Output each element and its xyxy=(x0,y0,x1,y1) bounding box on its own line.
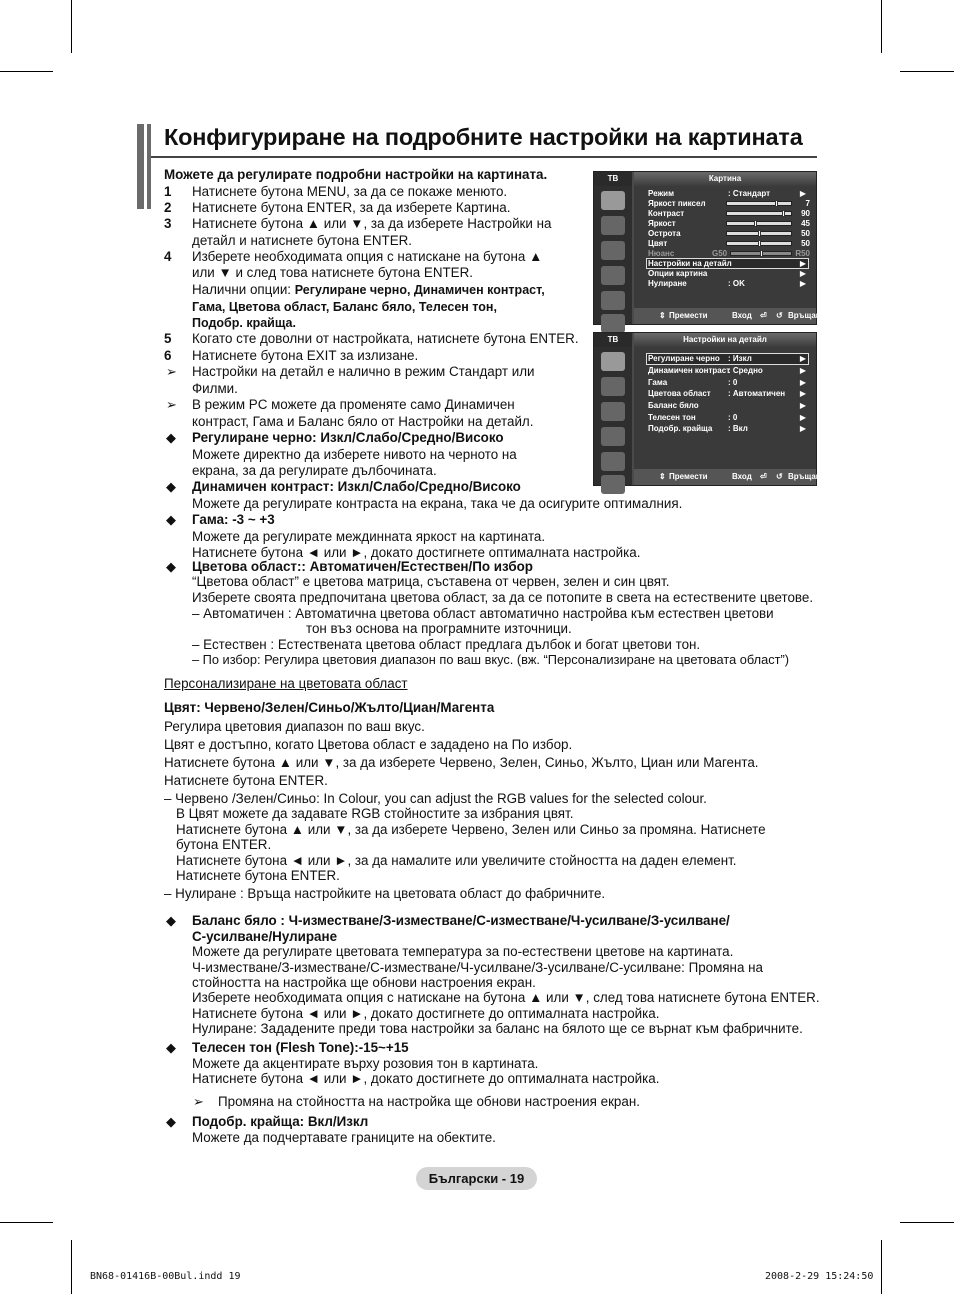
tv-slider-value: G50 xyxy=(712,249,728,258)
section-text: Цвят: Червено/Зелен/Синьо/Жълто/Циан/Магента xyxy=(164,700,495,715)
bullet-text: екрана, за да регулирате дълбочината. xyxy=(192,463,437,478)
tv-menu-row: Яркост пиксел xyxy=(648,199,706,208)
tv-menu-row: Настройки на детайл xyxy=(648,259,732,268)
tv-slider-knob xyxy=(782,210,785,217)
step-text: или ▼ и след това натиснете бутона ENTER. xyxy=(192,265,473,280)
bullet-text: Можете да подчертавате границите на обектите. xyxy=(192,1130,496,1145)
step-text: Натиснете бутона MENU, за да се покаже менюто. xyxy=(192,184,508,199)
note-text: Филми. xyxy=(192,381,238,396)
back-icon: ↺ xyxy=(776,311,783,320)
bullet-heading: Баланс бяло : Ч-изместване/З-изместване/С-изместване/Ч-усилване/З-усилване/ xyxy=(192,913,730,928)
application-icon xyxy=(601,314,625,333)
tv-slider xyxy=(730,251,792,256)
section-heading: Персонализиране на цветовата област xyxy=(164,676,408,691)
tv-tab-label: ТВ xyxy=(594,333,632,347)
arrow-right-icon: ▶ xyxy=(799,259,806,268)
bullet-heading: Подобр. крайща: Вкл/Изкл xyxy=(192,1114,369,1129)
arrow-right-icon: ▶ xyxy=(799,189,806,198)
input-icon xyxy=(601,452,625,471)
channel-icon xyxy=(601,402,625,421)
tv-slider-knob xyxy=(760,250,763,257)
tv-slider xyxy=(726,201,792,206)
step-number: 6 xyxy=(164,348,172,363)
print-footer-file: BN68-01416B-00Bul.indd 19 xyxy=(90,1271,241,1282)
tv-slider-knob xyxy=(758,230,761,237)
tv-slider xyxy=(726,231,792,236)
picture-icon xyxy=(601,191,625,210)
tv-menu-row: Гама : 0 xyxy=(648,378,738,387)
bullet-text: Натиснете бутона ◄ или ►, докато достигнете до оптималната настройка. xyxy=(192,1071,660,1086)
crop-mark xyxy=(881,0,882,53)
tv-slider xyxy=(726,211,792,216)
bullet-text: – Автоматичен : Автоматична цветова област автоматично настройва към естествен цветови xyxy=(192,606,774,621)
arrow-right-icon: ▶ xyxy=(799,389,806,398)
tv-slider-knob xyxy=(775,200,778,207)
footer-label: Вход xyxy=(732,472,752,481)
crop-mark xyxy=(881,1240,882,1294)
tv-sidebar xyxy=(594,347,632,485)
arrow-right-icon: ▶ xyxy=(799,413,806,422)
title-accent-stripe xyxy=(144,124,147,209)
print-footer-date: 2008-2-29 15:24:50 xyxy=(765,1271,874,1282)
tv-slider xyxy=(726,241,792,246)
intro-text: Можете да регулирате подробни настройки на картината. xyxy=(164,167,548,182)
tv-menu-row: Цветова област : Автоматичен xyxy=(648,389,786,398)
tv-slider xyxy=(726,221,792,226)
bullet-text: тон въз основа на програмните източници. xyxy=(306,621,572,636)
footer-label: Премести xyxy=(669,311,708,320)
options-text: Подобр. крайща. xyxy=(192,316,296,330)
tv-menu-row: Регулиране черно : Изкл xyxy=(648,354,752,363)
tv-menu-picture xyxy=(593,171,826,325)
tv-slider-knob xyxy=(754,220,757,227)
section-text: Цвят е достъпно, когато Цветова област е зададено на По избор. xyxy=(164,737,573,752)
setup-icon xyxy=(601,427,625,446)
arrow-right-icon: ▶ xyxy=(799,269,806,278)
section-text: Натиснете бутона ENTER. xyxy=(164,773,328,788)
footer-label: Връщане xyxy=(788,472,826,481)
enter-icon: ⏎ xyxy=(760,311,767,320)
bullet-diamond-icon: ◆ xyxy=(166,1114,176,1129)
step-text: Натиснете бутона EXIT за излизане. xyxy=(192,348,419,363)
bullet-text: стойността на настройка ще обнови настроения екран. xyxy=(192,975,536,990)
section-text: Натиснете бутона ▲ или ▼, за да изберете Червено, Зелен, Синьо, Жълто, Циан или Магента. xyxy=(164,755,759,770)
tv-slider-knob xyxy=(758,240,761,247)
bullet-text: “Цветова област” е цветова матрица, съставена от червен, зелен и син цвят. xyxy=(192,574,670,589)
step-number: 5 xyxy=(164,331,172,346)
options-label: Налични опции: Регулиране черно, Динамичен контраст, xyxy=(192,282,545,297)
crop-mark xyxy=(900,71,954,72)
arrow-right-icon: ▶ xyxy=(799,401,806,410)
bullet-heading: С-усилване/Нулиране xyxy=(192,929,338,944)
section-text: Натиснете бутона ▲ или ▼, за да изберете Червено, Зелен или Синьо за промяна. Натиснете xyxy=(176,822,766,837)
bullet-heading: Телесен тон (Flesh Tone):-15~+15 xyxy=(192,1040,409,1055)
bullet-text: – Естествен : Естествената цветова област предлага дълбок и богат цветови тон. xyxy=(192,637,701,652)
bullet-heading: Гама: -3 ~ +3 xyxy=(192,512,275,527)
bullet-text: Можете да регулирате контраста на екрана, така че да осигурите оптималния. xyxy=(192,496,683,511)
move-icon: ⇕ xyxy=(659,311,666,320)
arrow-right-icon: ▶ xyxy=(799,354,806,363)
bullet-text: Изберете необходимата опция с натискане на бутона ▲ или ▼, след това натиснете бутона ENTER. xyxy=(192,990,820,1005)
crop-mark xyxy=(71,1240,72,1294)
bullet-heading: Регулиране черно: Изкл/Слабо/Средно/Високо xyxy=(192,430,504,445)
section-text: бутона ENTER. xyxy=(176,837,272,852)
tv-menu-row: Режим : Стандарт xyxy=(648,189,771,198)
tv-menu-row: Контраст xyxy=(648,209,685,218)
section-text: – Нулиране : Връща настройките на цветовата област до фабричните. xyxy=(164,886,606,901)
tv-slider-value: R50 xyxy=(795,249,810,258)
bullet-text: Ч-изместване/З-изместване/С-изместване/Ч-усилване/З-усилване/С-усилване: Промяна на xyxy=(192,960,763,975)
tv-menu-row: Цвят xyxy=(648,239,668,248)
tv-menu-row: Подобр. крайща : Вкл xyxy=(648,424,748,433)
input-icon xyxy=(601,291,625,310)
bullet-heading: Динамичен контраст: Изкл/Слабо/Средно/Високо xyxy=(192,479,521,494)
tv-menu-row: Острота xyxy=(648,229,681,238)
crop-mark xyxy=(71,0,72,53)
tv-menu-footer xyxy=(634,469,826,485)
bullet-diamond-icon: ◆ xyxy=(166,1040,176,1055)
step-number: 1 xyxy=(164,184,172,199)
tv-menu-row: Нулиране : OK xyxy=(648,279,745,288)
section-text: Натиснете бутона ENTER. xyxy=(176,868,340,883)
bullet-text: Натиснете бутона ◄ или ►, докато достигнете до оптималната настройка. xyxy=(192,1006,660,1021)
crop-mark xyxy=(0,1222,53,1223)
options-text: Гама, Цветова област, Баланс бяло, Телесен тон, xyxy=(192,300,497,314)
tv-slider-value: 90 xyxy=(801,209,810,218)
sound-icon xyxy=(601,377,625,396)
step-text: Изберете необходимата опция с натискане на бутона ▲ xyxy=(192,249,543,264)
bullet-diamond-icon: ◆ xyxy=(166,430,176,445)
section-text: – Червено /Зелен/Синьо: In Colour, you can adjust the RGB values for the selected colour. xyxy=(164,791,707,806)
tv-sidebar xyxy=(594,186,632,324)
enter-icon: ⏎ xyxy=(760,472,767,481)
tv-menu-row: Яркост xyxy=(648,219,676,228)
tv-menu-title: Картина xyxy=(634,172,816,186)
arrow-right-icon: ▶ xyxy=(799,424,806,433)
tv-menu-row: Баланс бяло xyxy=(648,401,699,410)
tv-menu-row: Нюанс xyxy=(648,249,675,258)
tv-slider-value: 50 xyxy=(801,239,810,248)
footer-label: Вход xyxy=(732,311,752,320)
bullet-diamond-icon: ◆ xyxy=(166,913,176,928)
sound-icon xyxy=(601,216,625,235)
step-number: 4 xyxy=(164,249,172,264)
tv-slider-value: 50 xyxy=(801,229,810,238)
crop-mark xyxy=(0,71,53,72)
bullet-text: – По избор: Регулира цветовия диапазон по ваш вкус. (вж. “Персонализиране на цветовата област”) xyxy=(192,652,790,667)
section-text: В Цвят можете да задавате RGB стойностите за избрания цвят. xyxy=(176,806,574,821)
step-text: Натиснете бутона ▲ или ▼, за да изберете Настройки на xyxy=(192,216,552,231)
picture-icon xyxy=(601,352,625,371)
tv-slider-value: 7 xyxy=(805,199,810,208)
bullet-diamond-icon: ◆ xyxy=(166,512,176,527)
step-number: 3 xyxy=(164,216,172,231)
title-rule xyxy=(151,156,817,158)
note-arrow-icon: ➢ xyxy=(166,397,177,412)
tv-menu-detail xyxy=(593,332,826,486)
tv-slider-value: 45 xyxy=(801,219,810,228)
note-text: контраст, Гама и Баланс бяло от Настройки на детайл. xyxy=(192,414,534,429)
bullet-diamond-icon: ◆ xyxy=(166,559,176,574)
step-text: Натиснете бутона ENTER, за да изберете Картина. xyxy=(192,200,511,215)
tv-menu-title: Настройки на детайл xyxy=(634,333,816,347)
arrow-right-icon: ▶ xyxy=(799,279,806,288)
tv-tab-label: ТВ xyxy=(594,172,632,186)
note-text: В режим PC можете да променяте само Динамичен xyxy=(192,397,515,412)
back-icon: ↺ xyxy=(776,472,783,481)
bullet-text: Нулиране: Зададените преди това настройки за баланс на бялото ще се върнат към фабричните. xyxy=(192,1021,803,1036)
bullet-text: Можете да регулирате цветовата температура за по-естествени цветове на картината. xyxy=(192,944,734,959)
tv-menu-row: Динамичен контраст : Средно xyxy=(648,366,763,375)
section-text: Натиснете бутона ◄ или ►, за да намалите или увеличите стойността на даден елемент. xyxy=(176,853,737,868)
step-text: детайл и натиснете бутона ENTER. xyxy=(192,233,413,248)
bullet-heading: Цветова област:: Автоматичен/Естествен/По избор xyxy=(192,559,533,574)
section-text: Регулира цветовия диапазон по ваш вкус. xyxy=(164,719,425,734)
tv-menu-row: Опции картина xyxy=(648,269,708,278)
footer-label: Връщане xyxy=(788,311,826,320)
bullet-text: Натиснете бутона ◄ или ►, докато достигнете оптималната настройка. xyxy=(192,545,641,560)
note-arrow-icon: ➢ xyxy=(193,1094,204,1109)
arrow-right-icon: ▶ xyxy=(799,366,806,375)
bullet-text: Можете да акцентирате върху розовия тон в картината. xyxy=(192,1056,539,1071)
footer-label: Премести xyxy=(669,472,708,481)
channel-icon xyxy=(601,241,625,260)
arrow-right-icon: ▶ xyxy=(799,378,806,387)
note-text: Промяна на стойността на настройка ще обнови настроения екран. xyxy=(218,1094,640,1109)
bullet-text: Можете директно да изберете нивото на черното на xyxy=(192,447,517,462)
application-icon xyxy=(601,475,625,494)
step-text: Когато сте доволни от настройката, натиснете бутона ENTER. xyxy=(192,331,579,346)
bullet-diamond-icon: ◆ xyxy=(166,479,176,494)
page-number-badge: Български - 19 xyxy=(416,1167,537,1190)
tv-menu-row: Телесен тон : 0 xyxy=(648,413,738,422)
bullet-text: Можете да регулирате междинната яркост на картината. xyxy=(192,529,546,544)
bullet-text: Изберете своята предпочитана цветова област, за да се потопите в света на естествените цветове. xyxy=(192,590,814,605)
tv-menu-footer xyxy=(634,308,826,324)
page-title: Конфигуриране на подробните настройки на картината xyxy=(164,124,803,150)
move-icon: ⇕ xyxy=(659,472,666,481)
step-number: 2 xyxy=(164,200,172,215)
note-arrow-icon: ➢ xyxy=(166,364,177,379)
setup-icon xyxy=(601,266,625,285)
note-text: Настройки на детайл е налично в режим Стандарт или xyxy=(192,364,535,379)
crop-mark xyxy=(900,1222,954,1223)
